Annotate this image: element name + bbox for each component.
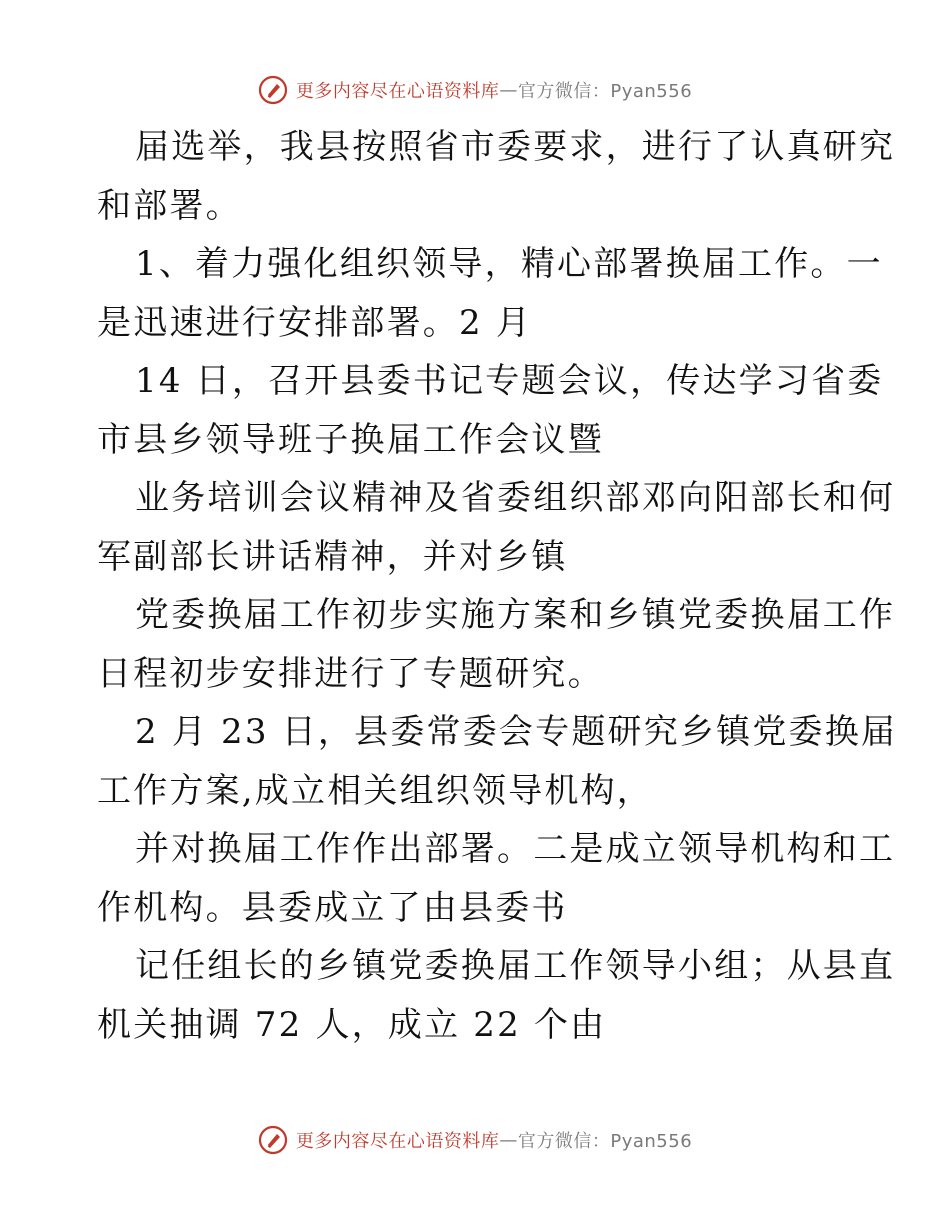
watermark-dash: — — [499, 79, 518, 101]
text-line-13: 并对换届工作作出部署。二是成立领导机构和工 — [135, 829, 896, 869]
text-line-10: 日程初步安排进行了专题研究。 — [97, 653, 604, 694]
pen-nib-icon — [258, 1125, 288, 1155]
watermark-main-text: 更多内容尽在心语资料库 — [295, 1131, 500, 1152]
text-line-9: 党委换届工作初步实施方案和乡镇党委换届工作 — [135, 595, 896, 635]
text-line-4: 是迅速进行安排部署。2 月 — [97, 302, 533, 343]
text-line-15: 记任组长的乡镇党委换届工作领导小组；从县直 — [135, 946, 896, 986]
watermark-sub-text: 官方微信：Pyan556 — [517, 81, 693, 102]
text-line-1: 届选举，我县按照省市委要求，进行了认真研究 — [135, 127, 896, 167]
watermark-sub-text: 官方微信：Pyan556 — [517, 1131, 693, 1152]
watermark-main-text: 更多内容尽在心语资料库 — [295, 81, 500, 102]
text-line-14: 作机构。县委成立了由县委书 — [97, 887, 568, 928]
watermark-dash: — — [499, 1129, 518, 1151]
text-line-11: 2 月 23 日，县委常委会专题研究乡镇党委换届 — [135, 712, 898, 752]
footer-watermark — [0, 1120, 950, 1160]
text-line-8: 军副部长讲话精神，并对乡镇 — [97, 536, 568, 577]
header-watermark — [0, 70, 950, 110]
text-line-16: 机关抽调 72 人，成立 22 个由 — [97, 1004, 607, 1045]
text-line-2: 和部署。 — [97, 185, 242, 226]
text-line-12: 工作方案,成立相关组织领导机构， — [97, 770, 654, 811]
text-line-5: 14 日，召开县委书记专题会议，传达学习省委 — [135, 361, 884, 401]
pen-nib-icon — [258, 75, 288, 105]
text-line-6: 市县乡领导班子换届工作会议暨 — [97, 419, 604, 460]
text-line-3: 1、着力强化组织领导，精心部署换届工作。一 — [135, 244, 883, 284]
document-body — [97, 118, 898, 1054]
text-line-7: 业务培训会议精神及省委组织部邓向阳部长和何 — [135, 478, 896, 518]
